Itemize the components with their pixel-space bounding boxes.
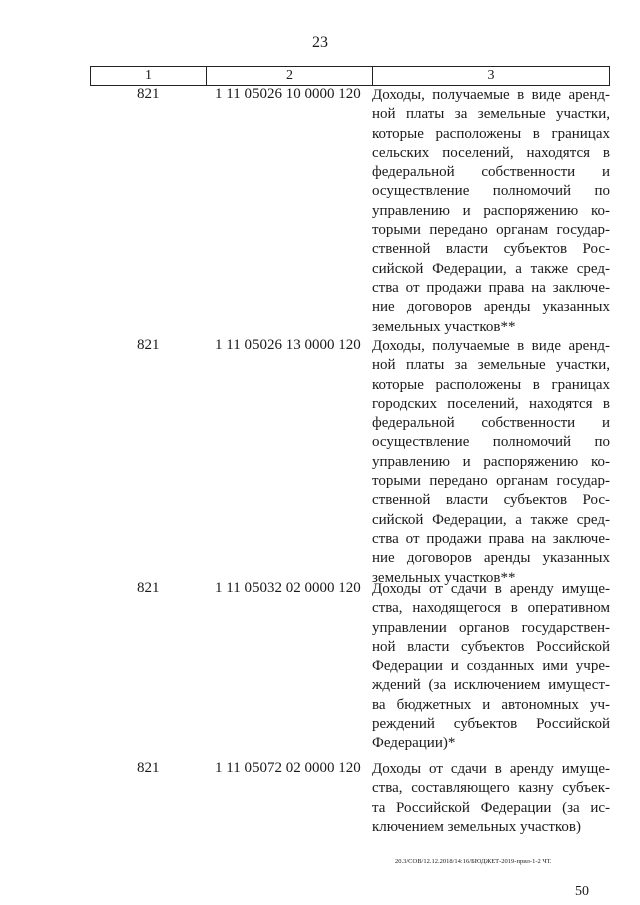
description-line: управлении органов государствен- (372, 619, 610, 636)
admin-code: 821 (137, 337, 160, 353)
description-line: ние договоров аренды указанных (372, 299, 610, 316)
sheet-number: 50 (575, 884, 589, 899)
income-description (372, 760, 610, 837)
description-line: федеральной собственности и (372, 164, 610, 181)
description-line: которые расположены в границах (372, 125, 610, 142)
description-line: Доходы, получаемые в виде аренд- (372, 87, 610, 103)
description-line: Доходы от сдачи в аренду имуще- (372, 581, 610, 597)
admin-code: 821 (137, 760, 160, 776)
description-line: ной платы за земельные участки, (372, 357, 610, 374)
description-line: ства от продажи права на заключе- (372, 279, 610, 296)
budget-classification-code: 1 11 05026 10 0000 120 (215, 86, 361, 102)
description-line: земельных участков** (372, 318, 516, 335)
budget-classification-code: 1 11 05072 02 0000 120 (215, 760, 361, 776)
description-line: Доходы от сдачи в аренду имуще- (372, 761, 610, 777)
admin-code: 821 (137, 86, 160, 102)
description-line: ственной власти субъектов Рос- (372, 492, 610, 509)
description-line: Федерации и созданных ими учре- (372, 658, 610, 675)
description-line: ной платы за земельные участки, (372, 106, 610, 123)
description-line: ной власти субъектов Российской (372, 638, 610, 655)
income-description (372, 337, 610, 588)
header-col-1: 1 (91, 67, 207, 85)
description-line: Федерации)* (372, 735, 456, 752)
description-line: земельных участков** (372, 569, 516, 586)
description-line: торыми передано органам государ- (372, 473, 610, 490)
admin-code: 821 (137, 580, 160, 596)
budget-classification-code: 1 11 05032 02 0000 120 (215, 580, 361, 596)
description-line: ства, находящегося в оперативном (372, 600, 610, 617)
description-line: ждений (за исключением имущест- (372, 677, 610, 694)
description-line: ключением земельных участков) (372, 818, 581, 835)
description-line: та Российской Федерации (за ис- (372, 799, 610, 816)
description-line: которые расположены в границах (372, 376, 610, 393)
description-line: осуществление полномочий по (372, 183, 610, 200)
description-line: реждений субъектов Российской (372, 716, 610, 733)
description-line: сельских поселений, находятся в (372, 144, 610, 161)
header-col-3: 3 (487, 68, 495, 83)
description-line: сийской Федерации, а также сред- (372, 511, 610, 528)
income-description (372, 86, 610, 337)
budget-classification-code: 1 11 05026 13 0000 120 (215, 337, 361, 353)
description-line: управлению и распоряжению ко- (372, 453, 610, 470)
header-col-2: 2 (207, 67, 373, 85)
description-line: ние договоров аренды указанных (372, 550, 610, 567)
description-line: сийской Федерации, а также сред- (372, 260, 610, 277)
description-line: ства, составляющего казну субъек- (372, 780, 610, 797)
footer-note: 20.3/СОВ/12.12.2018/14:16/БЮДЖЕТ-2019-прил-1-2 ЧТ. (395, 858, 552, 865)
description-line: торыми передано органам государ- (372, 222, 610, 239)
description-line: осуществление полномочий по (372, 434, 610, 451)
description-line: ства от продажи права на заключе- (372, 530, 610, 547)
description-line: управлению и распоряжению ко- (372, 202, 610, 219)
description-line: ва бюджетных и автономных уч- (372, 696, 610, 713)
table-header (90, 66, 610, 86)
description-line: городских поселений, находятся в (372, 395, 610, 412)
income-description (372, 580, 610, 754)
description-line: ственной власти субъектов Рос- (372, 241, 610, 258)
page-number: 23 (312, 34, 328, 51)
description-line: федеральной собственности и (372, 415, 610, 432)
description-line: Доходы, получаемые в виде аренд- (372, 338, 610, 354)
